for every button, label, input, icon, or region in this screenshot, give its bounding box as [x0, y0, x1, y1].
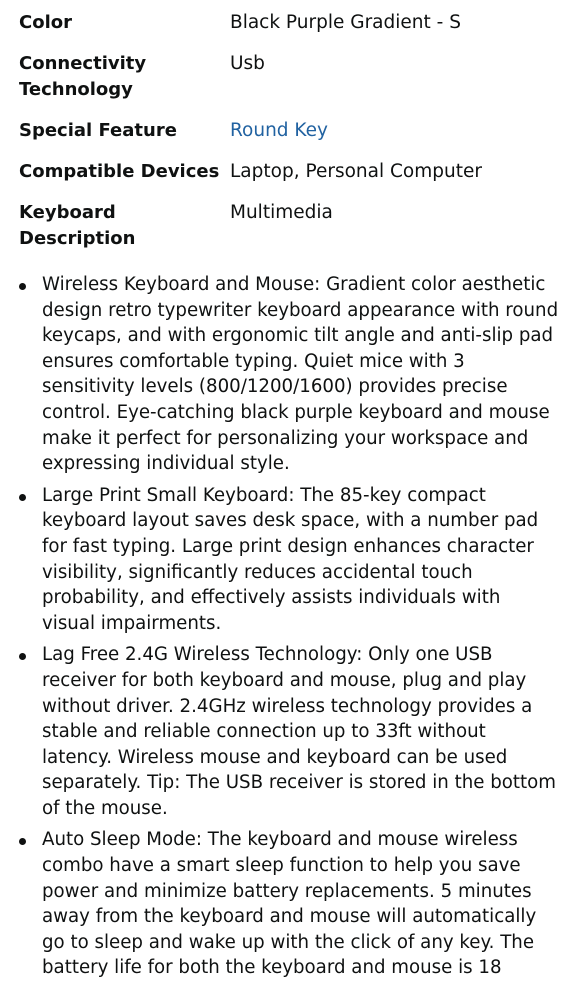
- spec-row-connectivity: [0, 51, 565, 103]
- spec-value-color: Black Purple Gradient - S: [230, 12, 461, 33]
- bullet-dot-icon: [19, 653, 26, 660]
- feature-bullet: [0, 483, 565, 637]
- feature-bullet: [0, 272, 565, 477]
- spec-value-keyboard-description: Multimedia: [230, 202, 333, 223]
- spec-label-color: Color: [19, 12, 72, 33]
- bullet-dot-icon: [19, 838, 26, 845]
- feature-bullet: [0, 827, 565, 981]
- feature-bullet-text: Large Print Small Keyboard: The 85-key compact keyboard layout saves desk space, with a number pad for fast typing. Large print design enhances character visibility, significantly reduces accidental touch probability, and effectively assists individuals with visual impairments.: [42, 484, 539, 634]
- spec-row-keyboard-description: [0, 200, 565, 252]
- spec-row-special-feature: [0, 118, 565, 144]
- spec-value-compatible-devices: Laptop, Personal Computer: [230, 161, 482, 182]
- spec-value-special-feature-link[interactable]: Round Key: [230, 120, 328, 141]
- feature-bullet: [0, 642, 565, 821]
- spec-row-compatible-devices: [0, 159, 565, 185]
- spec-value-connectivity: Usb: [230, 53, 265, 74]
- bullet-dot-icon: [19, 283, 26, 290]
- spec-row-color: [0, 10, 565, 36]
- spec-label-keyboard-description: Keyboard Description: [19, 202, 136, 249]
- spec-label-connectivity: Connectivity Technology: [19, 53, 147, 100]
- feature-bullet-text: Auto Sleep Mode: The keyboard and mouse wireless combo have a smart sleep function to help you save power and minimize battery replacements. 5 minutes away from the keyboard and mouse will automatically go to sleep and wake up with the click of any key. The battery life for both the keyboard and mouse is 18: [42, 829, 537, 979]
- spec-label-compatible-devices: Compatible Devices: [19, 161, 220, 182]
- feature-bullet-list: [0, 272, 565, 981]
- spec-label-special-feature: Special Feature: [19, 120, 177, 141]
- feature-bullet-text: Wireless Keyboard and Mouse: Gradient color aesthetic design retro typewriter keyboard appearance with round keycaps, and with ergonomic tilt angle and anti-slip pad ensures comfortable typing. Quiet mice with 3 sensitivity levels (800/1200/1600) provides precise control. Eye-catching black purple keyboard and mouse make it perfect for personalizing your workspace and expressing individual style.: [42, 274, 559, 475]
- product-specs-table: [0, 0, 565, 252]
- bullet-dot-icon: [19, 494, 26, 501]
- feature-bullet-text: Lag Free 2.4G Wireless Technology: Only one USB receiver for both keyboard and mouse, plug and play without driver. 2.4GHz wireless technology provides a stable and reliable connection up to 33ft without latency. Wireless mouse and keyboard can be used separately. Tip: The USB receiver is stored in the bottom of the mouse.: [42, 644, 556, 819]
